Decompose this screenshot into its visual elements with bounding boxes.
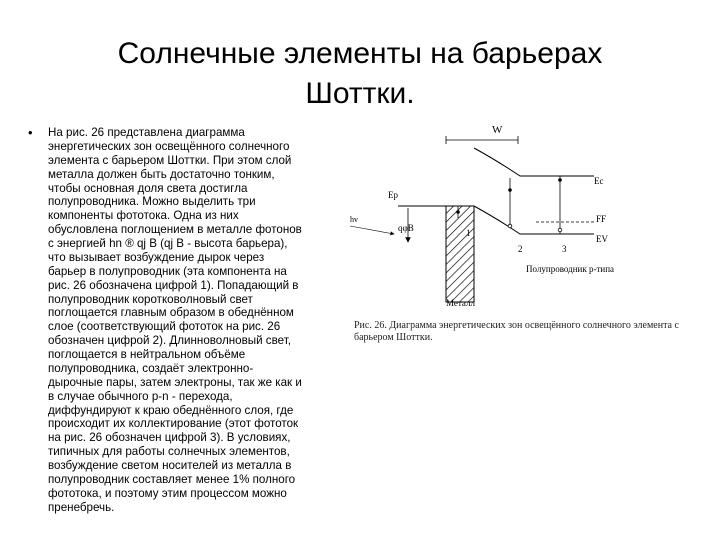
paragraph-line: дырочные пары, затем электроны, так же как и	[48, 375, 302, 389]
metal-region	[446, 206, 474, 302]
label-ev: EV	[596, 234, 608, 244]
paragraph-line: рис. 26 обозначена цифрой 1). Попадающий в	[48, 278, 299, 292]
label-w: W	[492, 124, 503, 136]
paragraph-line: энергетических зон освещённого солнечного	[48, 139, 290, 153]
label-ec: Ec	[594, 176, 604, 186]
paragraph-line: чтобы основная доля света достигла	[48, 181, 248, 195]
paragraph-line: на рис. 26 обозначен цифрой 3). В условиях,	[48, 431, 291, 445]
figure-caption	[354, 320, 720, 344]
paragraph-line: слое (соответствующий фототок на рис. 26	[48, 320, 281, 334]
process-2-electron	[508, 188, 512, 192]
paragraph-line: с энергией hn ® qj B (qj B - высота барьера),	[48, 237, 288, 250]
band-diagram-figure	[346, 118, 720, 352]
label-num-1: 1	[466, 228, 471, 238]
paragraph-line: поглощается в нейтральном объёме	[48, 348, 246, 361]
paragraph-line: компоненты фототока. Одна из них	[48, 209, 239, 223]
paragraph-line: пренебречь.	[48, 500, 115, 514]
paragraph-line: фототока, и поэтому этим процессом можно	[48, 486, 287, 500]
paragraph-line: полупроводника. Можно выделить три	[48, 195, 256, 209]
paragraph-line: полупроводник коротковолновый свет	[48, 292, 253, 306]
paragraph-line: возбуждение светом носителей из металла в	[48, 459, 292, 472]
label-num-3: 3	[562, 244, 567, 254]
body-paragraph	[48, 126, 348, 515]
paragraph-line: поглощается главным образом в обеднённом	[48, 306, 294, 320]
process-3-hole	[558, 228, 562, 232]
paragraph-line: происходит их коллектирование (этот фототок	[48, 417, 299, 431]
paragraph-line: диффундируют к краю обеднённого слоя, где	[48, 403, 294, 417]
paragraph-line: обусловлена поглощением в металле фотонов	[48, 223, 302, 237]
label-metal: Металл	[446, 298, 475, 308]
label-hv: hv	[350, 215, 358, 224]
label-eb: Eр	[388, 190, 398, 200]
band-diagram	[346, 118, 720, 352]
process-2-hole	[508, 224, 512, 228]
caption-line: барьером Шоттки.	[354, 332, 433, 343]
process-1-marker	[456, 210, 460, 214]
paragraph-line: обозначен цифрой 2). Длинноволновый свет,	[48, 334, 291, 348]
paragraph-line: металла должен быть достаточно тонким,	[48, 167, 275, 181]
incident-light-arrow	[350, 226, 394, 234]
paragraph-line: в случае обычного p-n - перехода,	[48, 389, 233, 403]
caption-line: Рис. 26. Диаграмма энергетических зон освещённого солнечного элемента с	[354, 320, 679, 331]
paragraph-line: что вызывает возбуждение дырок через	[48, 250, 265, 264]
label-ef: FF	[596, 214, 607, 224]
paragraph-line: полупроводника, создаёт электронно-	[48, 361, 254, 375]
paragraph-line: барьер в полупроводник (эта компонента на	[48, 264, 287, 278]
slide-title-line-2: Шоттки.	[305, 77, 415, 110]
label-num-2: 2	[518, 244, 523, 254]
slide-title	[60, 34, 660, 114]
paragraph-line: На рис. 26 представлена диаграмма	[48, 126, 245, 139]
paragraph-line: типичных для работы солнечных элементов,	[48, 445, 290, 459]
bullet-marker: •	[28, 125, 33, 140]
label-semiconductor: Полупроводник p-типа	[526, 264, 615, 274]
slide-title-line-1: Солнечные элементы на барьерах	[117, 37, 603, 70]
paragraph-line: элемента с барьером Шоттки. При этом слой	[48, 153, 292, 167]
conduction-band	[474, 148, 594, 176]
valence-band	[474, 206, 594, 234]
process-3-electron	[558, 178, 562, 182]
paragraph-line: полупроводник составляет менее 1% полного	[48, 472, 296, 486]
label-qjb: qφB	[398, 223, 414, 233]
